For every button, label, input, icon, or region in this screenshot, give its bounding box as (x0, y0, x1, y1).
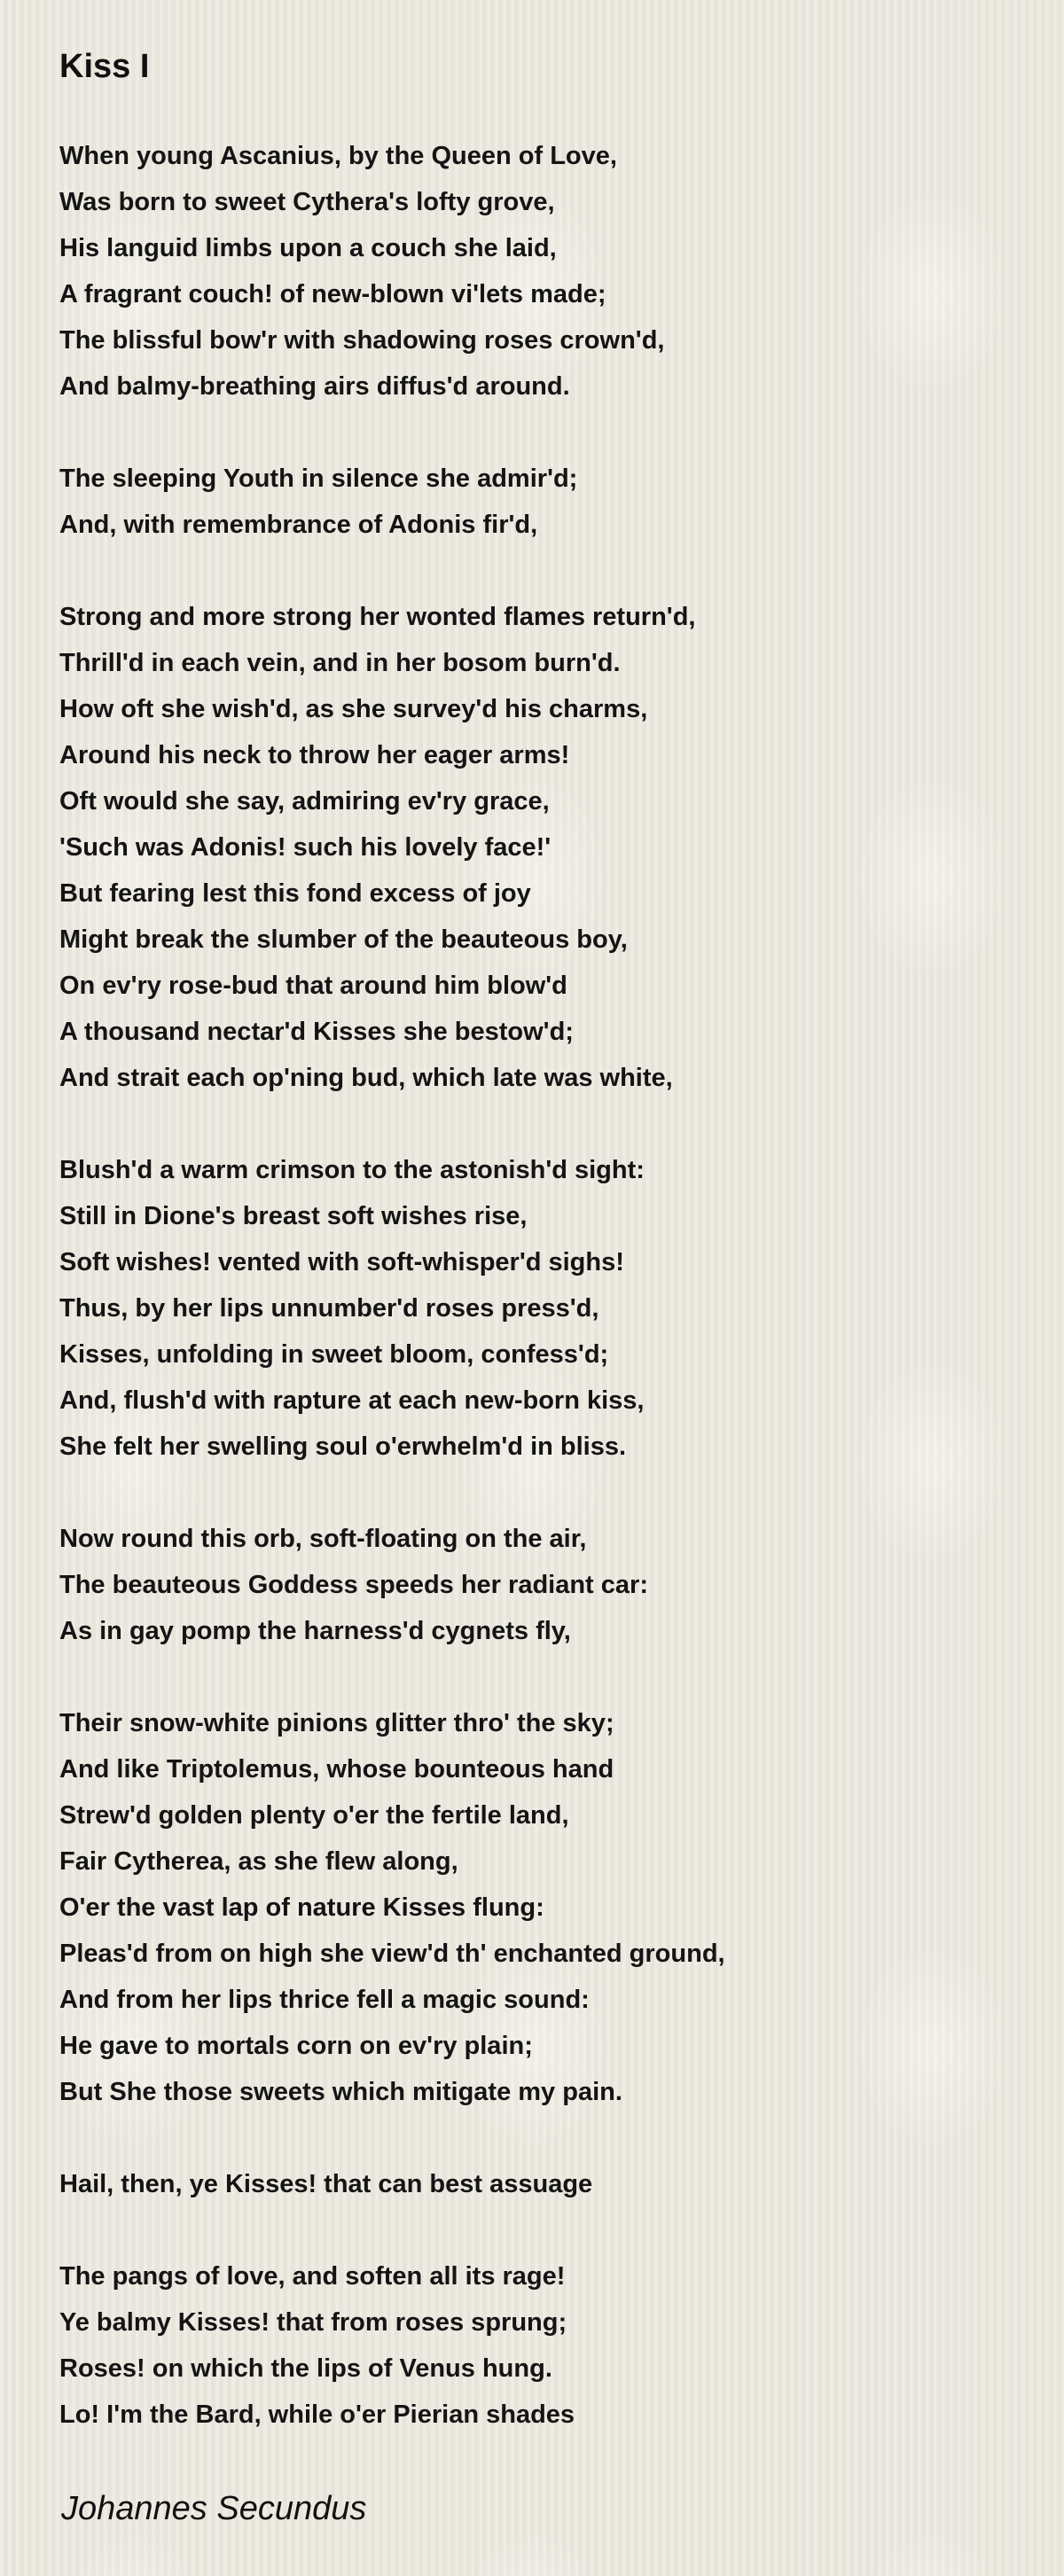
poem-line: Hail, then, ye Kisses! that can best assuage (59, 2170, 593, 2198)
poem-line: O'er the vast lap of nature Kisses flung: (59, 1893, 544, 1922)
poem-line: The pangs of love, and soften all its rage! (59, 2262, 566, 2291)
stanza (59, 594, 1035, 1101)
poem-line: Thus, by her lips unnumber'd roses press'd, (59, 1294, 599, 1323)
poem-line: A thousand nectar'd Kisses she bestow'd; (59, 1018, 574, 1046)
poem-line: On ev'ry rose-bud that around him blow'd (59, 972, 567, 1000)
poem-line: Kisses, unfolding in sweet bloom, confess'd; (59, 1340, 609, 1369)
poem-line: He gave to mortals corn on ev'ry plain; (59, 2032, 533, 2060)
poem-line: 'Such was Adonis! such his lovely face!' (59, 833, 552, 862)
poem-line: Might break the slumber of the beauteous boy, (59, 925, 628, 954)
poem-line: The blissful bow'r with shadowing roses crown'd, (59, 326, 665, 355)
stanza (59, 1516, 1035, 1654)
poem-line: Oft would she say, admiring ev'ry grace, (59, 787, 550, 816)
poem-line: But She those sweets which mitigate my pain. (59, 2078, 622, 2106)
poem-line: Thrill'd in each vein, and in her bosom burn'd. (59, 649, 621, 677)
poem-line: And like Triptolemus, whose bounteous hand (59, 1755, 614, 1784)
poem-line: Around his neck to throw her eager arms! (59, 741, 570, 769)
stanza-break (59, 548, 1035, 594)
stanza (59, 2253, 1035, 2438)
poem-line: A fragrant couch! of new-blown vi'lets made; (59, 280, 606, 308)
poem-line: And balmy-breathing airs diffus'd around. (59, 372, 570, 401)
poem-line: Was born to sweet Cythera's lofty grove, (59, 188, 555, 216)
poem-line: Their snow-white pinions glitter thro' the sky; (59, 1709, 614, 1737)
stanza-break (59, 1654, 1035, 1700)
stanza (59, 1700, 1035, 2115)
stanza (59, 133, 1035, 410)
poem-line: Still in Dione's breast soft wishes rise, (59, 1202, 528, 1230)
poem-line: And, flush'd with rapture at each new-born kiss, (59, 1386, 645, 1415)
poem-line: And, with remembrance of Adonis fir'd, (59, 511, 538, 539)
poem-author: Johannes Secundus (61, 2490, 367, 2527)
poem-line: And strait each op'ning bud, which late was white, (59, 1064, 673, 1092)
poem-line: Strew'd golden plenty o'er the fertile land, (59, 1801, 569, 1830)
poem-line: Now round this orb, soft-floating on the air, (59, 1525, 587, 1553)
poem-line: When young Ascanius, by the Queen of Love, (59, 142, 617, 170)
stanza-break (59, 2207, 1035, 2253)
poem-line: His languid limbs upon a couch she laid, (59, 234, 557, 262)
poem-line: Ye balmy Kisses! that from roses sprung; (59, 2308, 567, 2337)
poem-line: And from her lips thrice fell a magic sound: (59, 1986, 590, 2014)
poem-line: Strong and more strong her wonted flames return'd, (59, 603, 696, 631)
stanza (59, 456, 1035, 548)
poem-line: Roses! on which the lips of Venus hung. (59, 2354, 552, 2383)
poem-line: Soft wishes! vented with soft-whisper'd sighs! (59, 1248, 624, 1276)
poem-line: Lo! I'm the Bard, while o'er Pierian shades (59, 2400, 575, 2429)
poem-line: The beauteous Goddess speeds her radiant car: (59, 1571, 648, 1599)
poem-body (59, 133, 1035, 2438)
stanza (59, 2161, 1035, 2207)
stanza-break (59, 2115, 1035, 2161)
poem-line: The sleeping Youth in silence she admir'd; (59, 464, 578, 493)
poem-line: As in gay pomp the harness'd cygnets fly, (59, 1617, 571, 1645)
poem-line: Blush'd a warm crimson to the astonish'd sight: (59, 1156, 645, 1184)
stanza-break (59, 1101, 1035, 1147)
poem-title: Kiss I (59, 48, 150, 85)
poem-line: She felt her swelling soul o'erwhelm'd in bliss. (59, 1432, 627, 1461)
poem-line: Pleas'd from on high she view'd th' enchanted ground, (59, 1940, 725, 1968)
poem-line: But fearing lest this fond excess of joy (59, 879, 531, 908)
stanza-break (59, 1470, 1035, 1516)
stanza (59, 1147, 1035, 1470)
poem-line: How oft she wish'd, as she survey'd his charms, (59, 695, 648, 723)
poem-line: Fair Cytherea, as she flew along, (59, 1847, 458, 1876)
stanza-break (59, 410, 1035, 456)
